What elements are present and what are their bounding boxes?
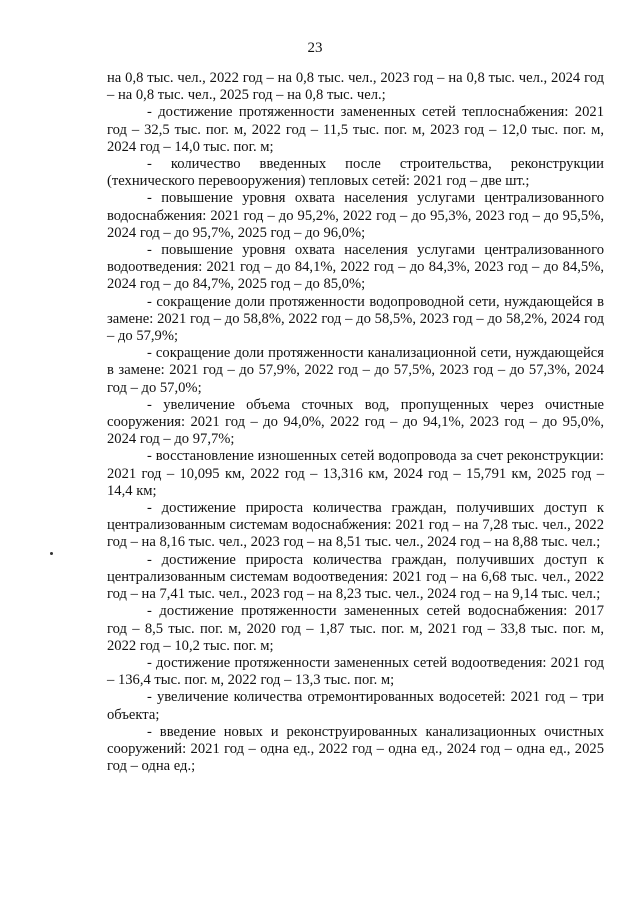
paragraph-water-networks-repaired: - увеличение количества отремонтированных водосетей: 2021 год – три объекта;	[107, 689, 604, 723]
paragraph-water-networks-replaced: - достижение протяженности замененных сетей водоснабжения: 2017 год – 8,5 тыс. пог. м, 2020 год – 1,87 тыс. пог. м, 2021 год – 33,8 тыс. пог. м, 2022 год – 10,2 тыс. пог. м;	[107, 603, 604, 654]
paragraph-water-supply-coverage: - повышение уровня охвата населения услугами централизованного водоснабжения: 2021 год – до 95,2%, 2022 год – до 95,3%, 2023 год – до 95,5%, 2024 год – до 95,7%, 2025 год – до 96,0%;	[107, 190, 604, 241]
paragraph-sewerage-coverage: - повышение уровня охвата населения услугами централизованного водоотведения: 2021 год – до 84,1%, 2022 год – до 84,3%, 2023 год – до 84,5%, 2024 год – до 84,7%, 2025 год – до 85,0%;	[107, 242, 604, 293]
scan-speck	[50, 552, 53, 555]
paragraph-heat-networks-replaced: - достижение протяженности замененных сетей теплоснабжения: 2021 год – 32,5 тыс. пог. м, 2022 год – 11,5 тыс. пог. м, 2023 год – 12,0 тыс. пог. м, 2024 год – 14,0 тыс. пог. м;	[107, 104, 604, 155]
paragraph-sewer-network-replacement-share: - сокращение доли протяженности канализационной сети, нуждающейся в замене: 2021 год – до 57,9%, 2022 год – до 57,5%, 2023 год – до 57,3%, 2024 год – до 57,0%;	[107, 345, 604, 396]
paragraph-population-connection-continued: на 0,8 тыс. чел., 2022 год – на 0,8 тыс. чел., 2023 год – на 0,8 тыс. чел., 2024 год – на 0,8 тыс. чел., 2025 год – на 0,8 тыс. чел.;	[107, 70, 604, 104]
paragraph-sewerage-access-growth: - достижение прироста количества граждан, получивших доступ к централизованным системам водоотведения: 2021 год – на 6,68 тыс. чел., 2022 год – на 7,41 тыс. чел., 2023 год – на 8,23 тыс. чел., 2024 год – на 9,14 тыс. чел.;	[107, 551, 604, 603]
paragraph-sewer-networks-replaced: - достижение протяженности замененных сетей водоотведения: 2021 год – 136,4 тыс. пог. м, 2022 год – 13,3 тыс. пог. м;	[107, 654, 604, 689]
document-body	[107, 70, 604, 775]
page-number: 23	[307, 40, 323, 56]
paragraph-heat-networks-commissioned: - количество введенных после строительства, реконструкции (технического перевооружения) тепловых сетей: 2021 год – две шт.;	[107, 156, 604, 190]
paragraph-wastewater-treated: - увеличение объема сточных вод, пропущенных через очистные сооружения: 2021 год – до 94,0%, 2022 год – до 94,1%, 2023 год – до 95,0%, 2024 год – до 97,7%;	[107, 396, 604, 448]
paragraph-water-network-replacement-share: - сокращение доли протяженности водопроводной сети, нуждающейся в замене: 2021 год – до 58,8%, 2022 год – до 58,5%, 2023 год – до 58,2%, 2024 год – до 57,9%;	[107, 293, 604, 345]
paragraph-water-supply-access-growth: - достижение прироста количества граждан, получивших доступ к централизованным системам водоснабжения: 2021 год – на 7,28 тыс. чел., 2022 год – на 8,16 тыс. чел., 2023 год – на 8,51 тыс. чел., 2024 год – на 8,88 тыс. чел.;	[107, 500, 604, 551]
paragraph-water-networks-restored: - восстановление изношенных сетей водопровода за счет реконструкции: 2021 год – 10,095 км, 2022 год – 13,316 км, 2024 год – 15,791 км, 2025 год – 14,4 км;	[107, 448, 604, 499]
paragraph-treatment-facilities: - введение новых и реконструированных канализационных очистных сооружений: 2021 год – одна ед., 2022 год – одна ед., 2024 год – одна ед., 2025 год – одна ед.;	[107, 723, 604, 775]
